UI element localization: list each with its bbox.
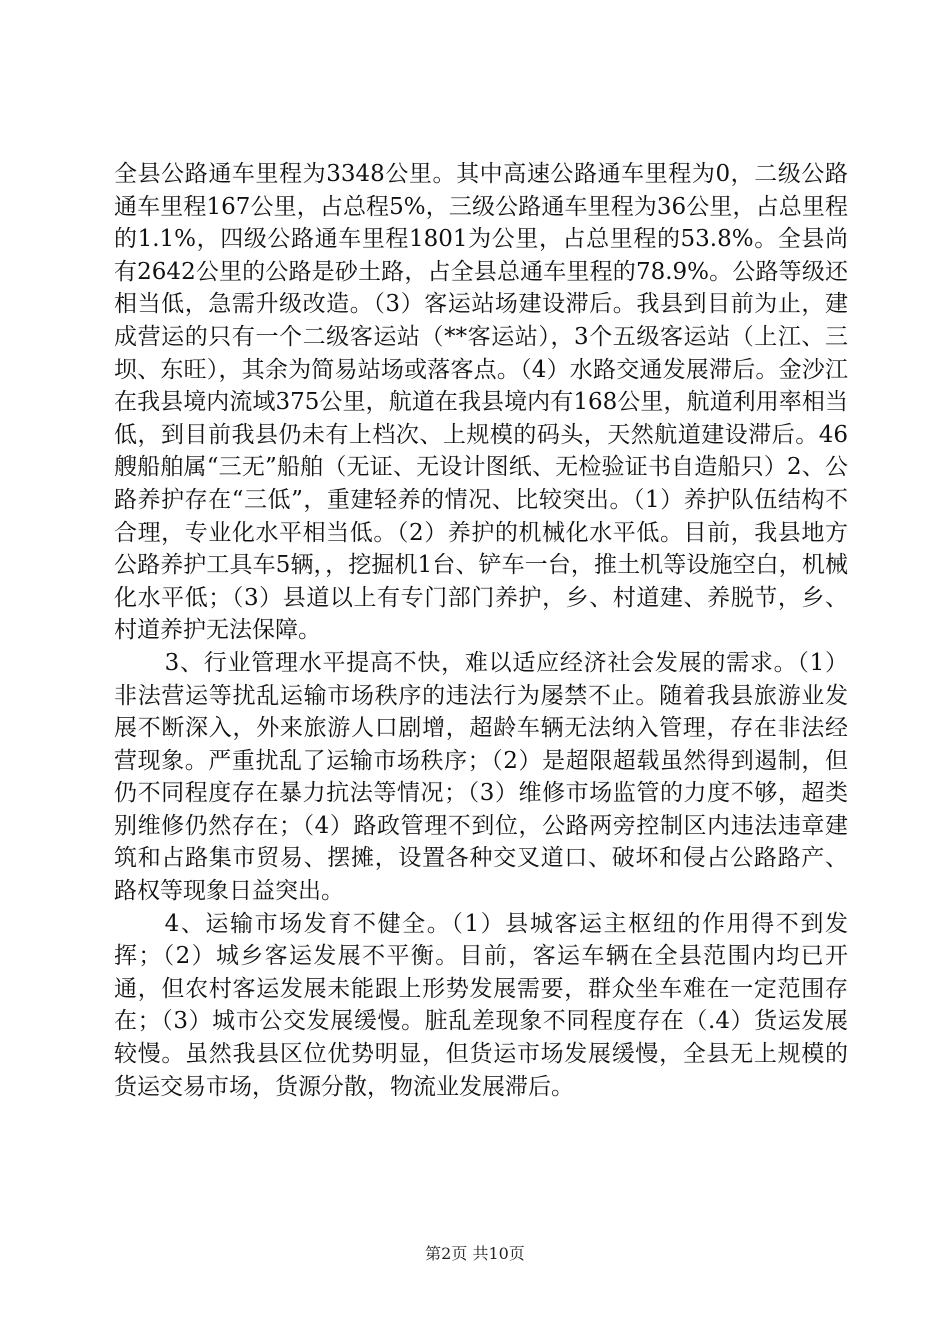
page-number-footer: 第2页 共10页 xyxy=(425,1244,525,1263)
paragraph-road-network: 全县公路通车里程为3348公里。其中高速公路通车里程为0，二级公路通车里程167公里，占总程5%，三级公路通车里程为36公里，占总里程的1.1%，四级公路通车里程1801为公里，占总里程的53.8%。全县尚有2642公里的公路是砂土路，占全县总通车里程的78.9%。公路等级还相当低，急需升级改造。（3）客运站场建设滞后。我县到目前为止，建成营运的只有一个二级客运站（**客运站），3个五级客运站（上江、三坝、东旺），其余为简易站场或落客点。（4）水路交通发展滞后。金沙江在我县境内流域375公里，航道在我县境内有168公里，航道利用率相当低，到目前我县仍未有上档次、上规模的码头，天然航道建设滞后。46艘船舶属“三无”船舶（无证、无设计图纸、无检验证书自造船只）2、公路养护存在“三低”，重建轻养的情况、比较突出。（1）养护队伍结构不合理，专业化水平相当低。（2）养护的机械化水平低。目前，我县地方公路养护工具车5辆，，挖掘机1台、铲车一台，推土机等设施空白，机械化水平低；（3）县道以上有专门部门养护，乡、村道建、养脱节，乡、村道养护无法保障。 xyxy=(114,161,848,644)
paragraph-transport-market: 4、运输市场发育不健全。（1）县城客运主枢纽的作用得不到发挥；（2）城乡客运发展不平衡。目前，客运车辆在全县范围内均已开通，但农村客运发展未能跟上形势发展需要，群众坐车难在一定范围存在；（3）城市公交发展缓慢。脏乱差现象不同程度存在（.4）货运发展较慢。虽然我县区位优势明显，但货运市场发展缓慢，全县无上规模的货运交易市场，货源分散，物流业发展滞后。 xyxy=(114,910,848,1100)
document-body xyxy=(114,158,848,1103)
paragraph-industry-management: 3、行业管理水平提高不快，难以适应经济社会发展的需求。（1）非法营运等扰乱运输市场秩序的违法行为屡禁不止。随着我县旅游业发展不断深入，外来旅游人口剧增，超龄车辆无法纳入管理，存在非法经营现象。严重扰乱了运输市场秩序；（2）是超限超载虽然得到遏制，但仍不同程度存在暴力抗法等情况；（3）维修市场监管的力度不够，超类别维修仍然存在；（4）路政管理不到位，公路两旁控制区内违法违章建筑和占路集市贸易、摆摊，设置各种交叉道口、破坏和侵占公路路产、路权等现象日益突出。 xyxy=(114,649,848,905)
